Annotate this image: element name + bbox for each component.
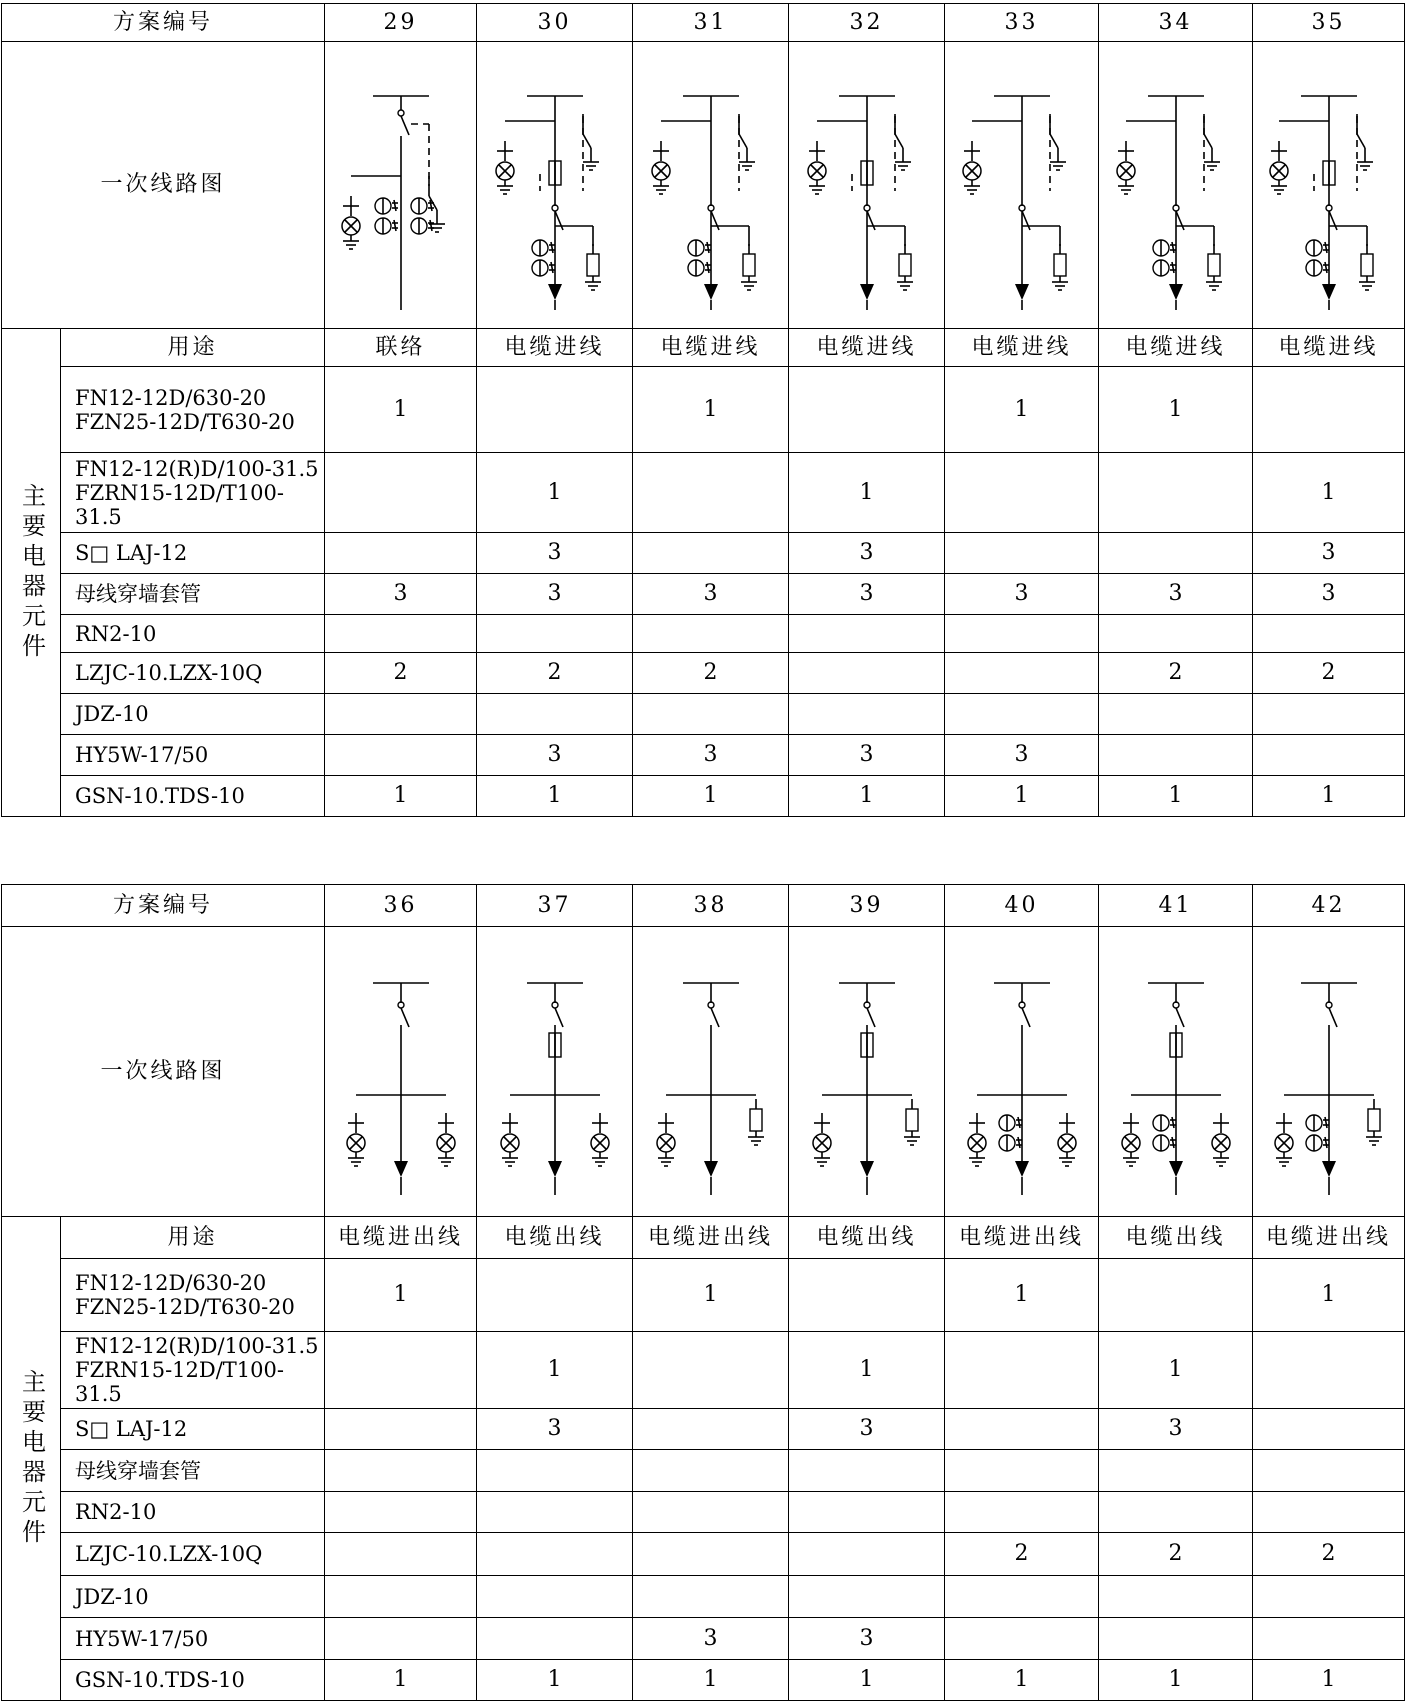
component-quantity bbox=[945, 533, 1099, 574]
scheme-number: 41 bbox=[1099, 885, 1253, 927]
earthing-switch-icon bbox=[1357, 114, 1373, 170]
component-quantity bbox=[477, 1492, 633, 1533]
single-line-diagram bbox=[945, 42, 1099, 329]
indicator-lamp-icon bbox=[963, 141, 981, 194]
component-quantity bbox=[1253, 615, 1405, 653]
component-quantity: 1 bbox=[1253, 776, 1405, 817]
load-switch-icon bbox=[1019, 1002, 1030, 1027]
component-quantity bbox=[325, 1409, 477, 1450]
load-switch-icon bbox=[398, 1002, 409, 1027]
component-name: RN2-10 bbox=[61, 615, 325, 653]
component-quantity bbox=[325, 1576, 477, 1618]
current-transformer-icon bbox=[411, 198, 434, 234]
component-quantity bbox=[945, 1618, 1099, 1660]
single-line-diagram bbox=[1253, 42, 1405, 329]
component-quantity bbox=[633, 1533, 789, 1576]
earthing-switch-icon bbox=[1204, 114, 1220, 170]
scheme-number: 35 bbox=[1253, 4, 1405, 42]
fuse-icon bbox=[861, 161, 873, 185]
indicator-lamp-icon bbox=[652, 141, 670, 194]
surge-arrester-icon bbox=[1206, 244, 1222, 290]
single-line-diagram bbox=[325, 927, 477, 1217]
current-transformer-icon bbox=[375, 198, 398, 234]
scheme-number: 40 bbox=[945, 885, 1099, 927]
component-quantity bbox=[633, 1576, 789, 1618]
component-quantity: 3 bbox=[945, 574, 1099, 615]
single-line-diagram-icon bbox=[1254, 947, 1404, 1197]
single-line-diagram bbox=[1099, 927, 1253, 1217]
indicator-lamp-icon bbox=[657, 1113, 675, 1166]
component-name: S□ LAJ-12 bbox=[61, 1409, 325, 1450]
scheme-number: 42 bbox=[1253, 885, 1405, 927]
component-quantity bbox=[945, 653, 1099, 694]
scheme-number: 34 bbox=[1099, 4, 1253, 42]
component-quantity bbox=[1253, 1618, 1405, 1660]
component-quantity: 2 bbox=[633, 653, 789, 694]
scheme-number: 39 bbox=[789, 885, 945, 927]
current-transformer-icon bbox=[1153, 1115, 1176, 1151]
scheme-number-label: 方案编号 bbox=[2, 4, 325, 42]
single-line-diagram bbox=[789, 42, 945, 329]
component-quantity bbox=[945, 453, 1099, 533]
component-quantity bbox=[477, 1450, 633, 1492]
scheme-number: 33 bbox=[945, 4, 1099, 42]
scheme-table-1 bbox=[1, 3, 1405, 817]
cable-outlet-arrow-icon bbox=[704, 284, 718, 310]
component-quantity bbox=[1099, 1259, 1253, 1332]
single-line-diagram bbox=[945, 927, 1099, 1217]
scheme-table-2 bbox=[1, 884, 1405, 1701]
load-switch-icon bbox=[708, 1002, 719, 1027]
cable-outlet-arrow-icon bbox=[704, 1161, 718, 1195]
component-quantity bbox=[789, 1450, 945, 1492]
component-quantity: 3 bbox=[789, 1409, 945, 1450]
component-quantity bbox=[477, 1259, 633, 1332]
component-quantity: 1 bbox=[789, 776, 945, 817]
indicator-lamp-icon bbox=[1058, 1113, 1076, 1166]
fuse-icon bbox=[549, 1033, 561, 1057]
component-quantity bbox=[789, 1533, 945, 1576]
component-quantity: 2 bbox=[1099, 1533, 1253, 1576]
current-transformer-icon bbox=[532, 240, 555, 276]
indicator-lamp-icon bbox=[1270, 141, 1288, 194]
indicator-lamp-icon bbox=[501, 1113, 519, 1166]
component-quantity bbox=[1253, 694, 1405, 735]
component-quantity: 2 bbox=[945, 1533, 1099, 1576]
component-quantity bbox=[789, 694, 945, 735]
component-quantity bbox=[789, 1576, 945, 1618]
component-name: GSN-10.TDS-10 bbox=[61, 776, 325, 817]
component-quantity: 1 bbox=[1099, 1660, 1253, 1701]
component-quantity bbox=[325, 1618, 477, 1660]
usage-value: 电缆进线 bbox=[477, 329, 633, 367]
single-line-diagram-icon bbox=[326, 947, 476, 1197]
component-quantity bbox=[789, 367, 945, 453]
earthing-switch-icon bbox=[1050, 114, 1066, 170]
component-quantity bbox=[1099, 735, 1253, 776]
component-quantity bbox=[325, 615, 477, 653]
component-quantity: 3 bbox=[789, 533, 945, 574]
usage-label: 用途 bbox=[61, 329, 325, 367]
current-transformer-icon bbox=[1306, 240, 1329, 276]
component-quantity: 1 bbox=[789, 1660, 945, 1701]
component-quantity bbox=[1099, 615, 1253, 653]
usage-value: 电缆出线 bbox=[477, 1217, 633, 1259]
component-quantity bbox=[477, 1618, 633, 1660]
component-quantity bbox=[325, 1332, 477, 1409]
current-transformer-icon bbox=[1306, 1115, 1329, 1151]
component-quantity bbox=[1099, 1618, 1253, 1660]
component-quantity: 1 bbox=[945, 1259, 1099, 1332]
cable-outlet-arrow-icon bbox=[1322, 1161, 1336, 1195]
surge-arrester-icon bbox=[904, 1099, 920, 1145]
component-quantity: 1 bbox=[1099, 1332, 1253, 1409]
single-line-diagram bbox=[1099, 42, 1253, 329]
usage-label: 用途 bbox=[61, 1217, 325, 1259]
component-quantity bbox=[633, 615, 789, 653]
component-quantity bbox=[1099, 1492, 1253, 1533]
component-name: HY5W-17/50 bbox=[61, 1618, 325, 1660]
usage-value: 电缆出线 bbox=[1099, 1217, 1253, 1259]
component-quantity: 1 bbox=[325, 1660, 477, 1701]
fuse-icon bbox=[549, 161, 561, 185]
component-quantity bbox=[1099, 1450, 1253, 1492]
component-quantity bbox=[477, 367, 633, 453]
usage-value: 电缆进线 bbox=[633, 329, 789, 367]
component-quantity bbox=[945, 1409, 1099, 1450]
component-quantity bbox=[1099, 1576, 1253, 1618]
component-quantity: 3 bbox=[633, 1618, 789, 1660]
component-name: RN2-10 bbox=[61, 1492, 325, 1533]
surge-arrester-icon bbox=[1052, 244, 1068, 290]
component-quantity bbox=[633, 1409, 789, 1450]
component-quantity: 1 bbox=[477, 1660, 633, 1701]
earthing-switch-icon bbox=[739, 114, 755, 170]
component-quantity: 1 bbox=[477, 776, 633, 817]
component-quantity bbox=[945, 1450, 1099, 1492]
cable-outlet-arrow-icon bbox=[860, 284, 874, 310]
component-name: FN12-12(R)D/100-31.5 FZRN15-12D/T100-31.5 bbox=[61, 453, 325, 533]
current-transformer-icon bbox=[688, 240, 711, 276]
component-quantity bbox=[789, 615, 945, 653]
single-line-diagram bbox=[477, 42, 633, 329]
single-line-diagram bbox=[789, 927, 945, 1217]
earthing-switch-icon bbox=[895, 114, 911, 170]
component-quantity bbox=[325, 453, 477, 533]
single-line-diagram-icon bbox=[480, 60, 630, 310]
component-quantity: 1 bbox=[1253, 1660, 1405, 1701]
component-quantity bbox=[789, 653, 945, 694]
single-line-diagram-icon bbox=[1101, 60, 1251, 310]
component-name: 母线穿墙套管 bbox=[61, 574, 325, 615]
current-transformer-icon bbox=[1153, 240, 1176, 276]
component-quantity bbox=[1253, 1576, 1405, 1618]
component-quantity: 1 bbox=[1099, 776, 1253, 817]
component-quantity bbox=[1253, 367, 1405, 453]
usage-value: 电缆进出线 bbox=[633, 1217, 789, 1259]
indicator-lamp-icon bbox=[808, 141, 826, 194]
single-line-diagram bbox=[633, 927, 789, 1217]
load-switch-icon bbox=[1326, 1002, 1337, 1027]
component-quantity bbox=[477, 1533, 633, 1576]
usage-value: 电缆进出线 bbox=[325, 1217, 477, 1259]
circuit-diagram-label: 一次线路图 bbox=[2, 927, 325, 1217]
component-quantity bbox=[945, 1332, 1099, 1409]
usage-value: 电缆进线 bbox=[1099, 329, 1253, 367]
cable-outlet-arrow-icon bbox=[394, 1161, 408, 1195]
component-quantity bbox=[1253, 1332, 1405, 1409]
component-quantity bbox=[633, 533, 789, 574]
component-name: FN12-12D/630-20 FZN25-12D/T630-20 bbox=[61, 1259, 325, 1332]
component-name: S□ LAJ-12 bbox=[61, 533, 325, 574]
component-quantity: 2 bbox=[1253, 1533, 1405, 1576]
indicator-lamp-icon bbox=[968, 1113, 986, 1166]
scheme-number: 36 bbox=[325, 885, 477, 927]
component-name: LZJC-10.LZX-10Q bbox=[61, 653, 325, 694]
surge-arrester-icon bbox=[585, 244, 601, 290]
indicator-lamp-icon bbox=[437, 1113, 455, 1166]
component-quantity: 3 bbox=[945, 735, 1099, 776]
component-quantity: 3 bbox=[477, 1409, 633, 1450]
component-name: JDZ-10 bbox=[61, 694, 325, 735]
indicator-lamp-icon bbox=[1275, 1113, 1293, 1166]
fuse-icon bbox=[1323, 161, 1335, 185]
indicator-lamp-icon bbox=[1117, 141, 1135, 194]
component-quantity bbox=[325, 1533, 477, 1576]
cable-outlet-arrow-icon bbox=[1015, 284, 1029, 310]
single-line-diagram-icon bbox=[636, 60, 786, 310]
component-quantity: 3 bbox=[789, 574, 945, 615]
component-quantity: 1 bbox=[633, 776, 789, 817]
load-switch-icon bbox=[1173, 1002, 1184, 1027]
indicator-lamp-icon bbox=[813, 1113, 831, 1166]
component-quantity bbox=[945, 615, 1099, 653]
cable-outlet-arrow-icon bbox=[1322, 284, 1336, 310]
load-switch-icon bbox=[552, 1002, 563, 1027]
cable-outlet-arrow-icon bbox=[1169, 284, 1183, 310]
component-quantity: 3 bbox=[1253, 574, 1405, 615]
cable-outlet-arrow-icon bbox=[548, 284, 562, 310]
component-quantity: 3 bbox=[477, 533, 633, 574]
component-quantity: 1 bbox=[1099, 367, 1253, 453]
single-line-diagram bbox=[477, 927, 633, 1217]
surge-arrester-icon bbox=[1359, 244, 1375, 290]
component-quantity: 1 bbox=[325, 367, 477, 453]
current-transformer-icon bbox=[999, 1115, 1022, 1151]
component-quantity bbox=[1099, 533, 1253, 574]
component-quantity bbox=[477, 615, 633, 653]
scheme-number: 29 bbox=[325, 4, 477, 42]
cable-outlet-arrow-icon bbox=[1169, 1161, 1183, 1195]
component-quantity: 3 bbox=[325, 574, 477, 615]
component-quantity: 1 bbox=[325, 1259, 477, 1332]
component-name: HY5W-17/50 bbox=[61, 735, 325, 776]
component-name: LZJC-10.LZX-10Q bbox=[61, 1533, 325, 1576]
cable-outlet-arrow-icon bbox=[860, 1161, 874, 1195]
usage-value: 电缆进线 bbox=[945, 329, 1099, 367]
usage-value: 电缆进线 bbox=[1253, 329, 1405, 367]
main-components-group-label: 主要电器元件 bbox=[2, 1217, 61, 1701]
component-quantity: 1 bbox=[789, 1332, 945, 1409]
single-line-diagram bbox=[1253, 927, 1405, 1217]
component-quantity: 2 bbox=[477, 653, 633, 694]
component-quantity: 1 bbox=[633, 1259, 789, 1332]
component-quantity bbox=[945, 694, 1099, 735]
component-quantity bbox=[1253, 735, 1405, 776]
component-quantity bbox=[633, 1450, 789, 1492]
indicator-lamp-icon bbox=[347, 1113, 365, 1166]
component-quantity: 1 bbox=[1253, 1259, 1405, 1332]
earthing-switch-icon bbox=[583, 114, 599, 170]
single-line-diagram-icon bbox=[792, 60, 942, 310]
component-quantity: 3 bbox=[633, 735, 789, 776]
indicator-lamp-icon bbox=[342, 196, 360, 249]
component-quantity bbox=[477, 1576, 633, 1618]
component-quantity: 3 bbox=[477, 574, 633, 615]
usage-value: 联络 bbox=[325, 329, 477, 367]
component-quantity bbox=[325, 1492, 477, 1533]
single-line-diagram-icon bbox=[947, 60, 1097, 310]
circuit-diagram-label: 一次线路图 bbox=[2, 42, 325, 329]
component-quantity: 3 bbox=[789, 1618, 945, 1660]
component-quantity bbox=[325, 694, 477, 735]
usage-value: 电缆出线 bbox=[789, 1217, 945, 1259]
indicator-lamp-icon bbox=[1122, 1113, 1140, 1166]
component-quantity: 2 bbox=[1099, 653, 1253, 694]
scheme-number: 30 bbox=[477, 4, 633, 42]
indicator-lamp-icon bbox=[591, 1113, 609, 1166]
scheme-number: 38 bbox=[633, 885, 789, 927]
component-quantity: 1 bbox=[325, 776, 477, 817]
component-quantity: 3 bbox=[1099, 1409, 1253, 1450]
component-quantity: 1 bbox=[789, 453, 945, 533]
component-quantity: 3 bbox=[789, 735, 945, 776]
component-quantity: 3 bbox=[477, 735, 633, 776]
component-name: GSN-10.TDS-10 bbox=[61, 1660, 325, 1701]
usage-value: 电缆进线 bbox=[789, 329, 945, 367]
component-quantity: 2 bbox=[1253, 653, 1405, 694]
component-quantity bbox=[325, 735, 477, 776]
component-quantity: 1 bbox=[633, 367, 789, 453]
component-name: FN12-12D/630-20 FZN25-12D/T630-20 bbox=[61, 367, 325, 453]
component-name: JDZ-10 bbox=[61, 1576, 325, 1618]
component-quantity: 1 bbox=[945, 776, 1099, 817]
indicator-lamp-icon bbox=[1212, 1113, 1230, 1166]
component-quantity: 1 bbox=[945, 1660, 1099, 1701]
component-quantity bbox=[1099, 453, 1253, 533]
scheme-number: 37 bbox=[477, 885, 633, 927]
surge-arrester-icon bbox=[741, 244, 757, 290]
component-quantity bbox=[945, 1576, 1099, 1618]
component-quantity bbox=[325, 533, 477, 574]
component-quantity: 1 bbox=[633, 1660, 789, 1701]
component-quantity bbox=[1253, 1409, 1405, 1450]
cable-outlet-arrow-icon bbox=[1015, 1161, 1029, 1195]
single-line-diagram-icon bbox=[326, 60, 476, 310]
component-quantity bbox=[633, 453, 789, 533]
component-quantity bbox=[1253, 1492, 1405, 1533]
component-quantity: 3 bbox=[633, 574, 789, 615]
single-line-diagram bbox=[633, 42, 789, 329]
component-quantity bbox=[1099, 694, 1253, 735]
surge-arrester-icon bbox=[748, 1099, 764, 1145]
single-line-diagram-icon bbox=[792, 947, 942, 1197]
component-quantity: 1 bbox=[1253, 453, 1405, 533]
fuse-icon bbox=[1170, 1033, 1182, 1057]
component-quantity bbox=[633, 1492, 789, 1533]
single-line-diagram-icon bbox=[480, 947, 630, 1197]
component-quantity: 3 bbox=[1099, 574, 1253, 615]
component-name: 母线穿墙套管 bbox=[61, 1450, 325, 1492]
scheme-number: 31 bbox=[633, 4, 789, 42]
single-line-diagram-icon bbox=[1101, 947, 1251, 1197]
component-quantity bbox=[633, 694, 789, 735]
usage-value: 电缆进出线 bbox=[945, 1217, 1099, 1259]
component-quantity bbox=[789, 1492, 945, 1533]
component-quantity bbox=[477, 694, 633, 735]
fuse-icon bbox=[861, 1033, 873, 1057]
load-switch-icon bbox=[864, 1002, 875, 1027]
component-quantity: 3 bbox=[1253, 533, 1405, 574]
component-name: FN12-12(R)D/100-31.5 FZRN15-12D/T100-31.5 bbox=[61, 1332, 325, 1409]
cable-outlet-arrow-icon bbox=[548, 1161, 562, 1195]
usage-value: 电缆进出线 bbox=[1253, 1217, 1405, 1259]
component-quantity bbox=[325, 1450, 477, 1492]
surge-arrester-icon bbox=[1366, 1099, 1382, 1145]
scheme-number-label: 方案编号 bbox=[2, 885, 325, 927]
single-line-diagram-icon bbox=[636, 947, 786, 1197]
single-line-diagram-icon bbox=[947, 947, 1097, 1197]
component-quantity: 1 bbox=[945, 367, 1099, 453]
indicator-lamp-icon bbox=[496, 141, 514, 194]
component-quantity: 1 bbox=[477, 453, 633, 533]
component-quantity bbox=[789, 1259, 945, 1332]
main-components-group-label: 主要电器元件 bbox=[2, 329, 61, 817]
component-quantity: 2 bbox=[325, 653, 477, 694]
single-line-diagram-icon bbox=[1254, 60, 1404, 310]
component-quantity: 1 bbox=[477, 1332, 633, 1409]
component-quantity bbox=[945, 1492, 1099, 1533]
component-quantity bbox=[1253, 1450, 1405, 1492]
surge-arrester-icon bbox=[897, 244, 913, 290]
load-switch-icon bbox=[398, 110, 409, 135]
scheme-number: 32 bbox=[789, 4, 945, 42]
component-quantity bbox=[633, 1332, 789, 1409]
single-line-diagram bbox=[325, 42, 477, 329]
